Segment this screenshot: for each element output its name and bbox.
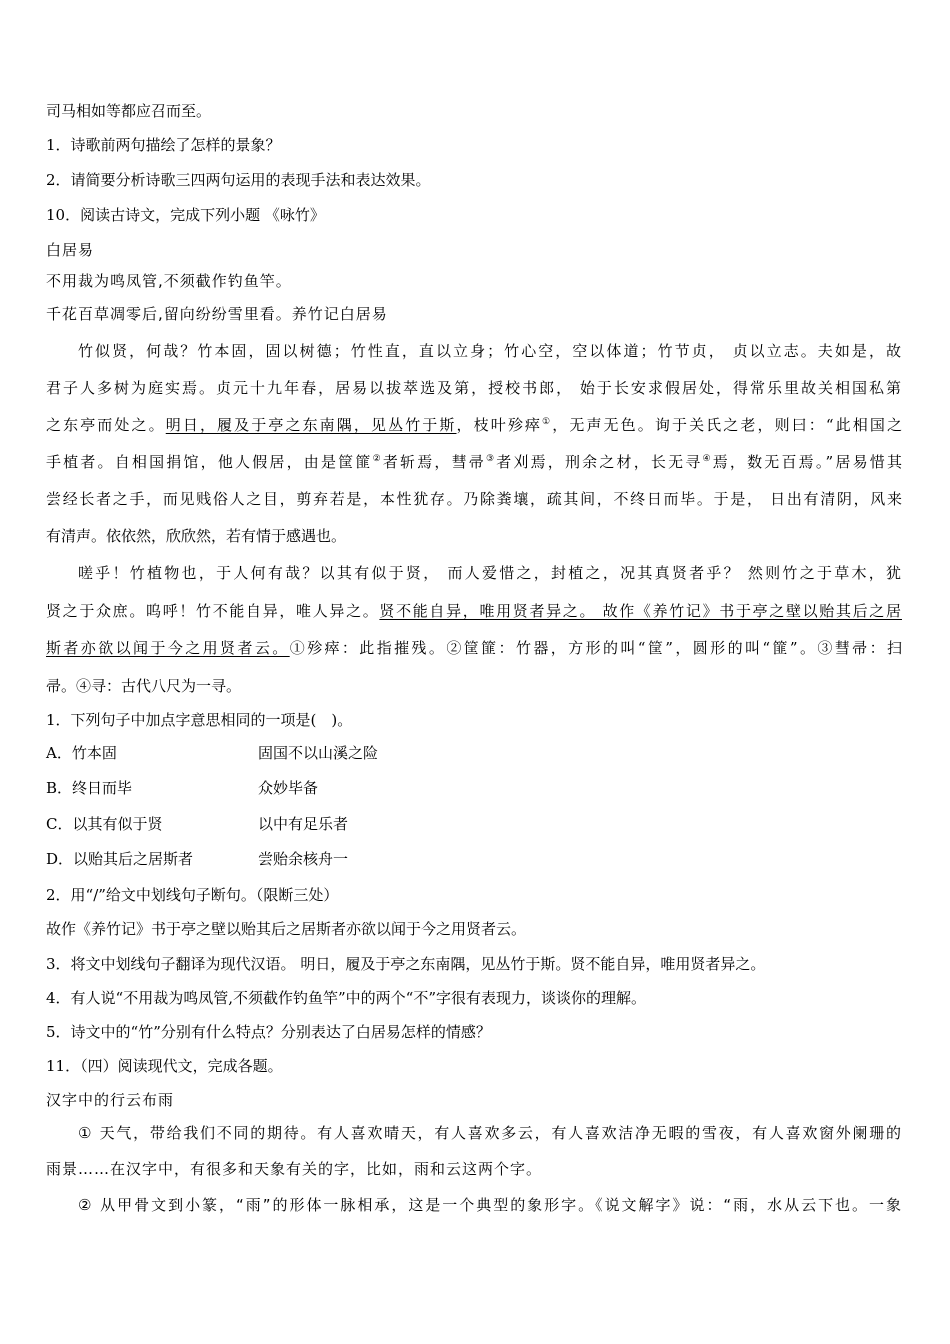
passage-text: ，无声无色。询于关氏之老，则曰：“此相国之: [552, 416, 902, 434]
article-line: 雨景……在汉字中，有很多和天象有关的字，比如，雨和云这两个字。: [46, 1160, 543, 1178]
option-d-right: 尝贻余核舟一: [258, 850, 349, 868]
passage-line: [46, 637, 902, 659]
question-3: 3．将文中划线句子翻译为现代汉语。 明日，履及于亭之东南隅，见丛竹于斯。贤不能自异，唯用贤者异之。: [46, 955, 766, 973]
underlined-sentence: 斯者亦欲以闻于今之用贤者云。: [46, 639, 290, 657]
passage-line: 有清声。依依然，欣欣然，若有情于感遇也。: [46, 527, 347, 545]
footnote-marker: ③: [485, 454, 497, 464]
text-line: 司马相如等都应召而至。: [46, 102, 212, 120]
option-b-left: B．终日而毕: [46, 779, 133, 797]
section-11-heading: 11．（四）阅读现代文，完成各题。: [46, 1057, 283, 1075]
passage-line: 君子人多树为庭实焉。贞元十九年春，居易以拔萃选及第，授校书郎， 始于长安求假居处，得常乐里故关相国私第: [46, 379, 902, 397]
section-10-heading: 10．阅读古诗文，完成下列小题 《咏竹》: [46, 206, 325, 224]
article-title: 汉字中的行云布雨: [46, 1091, 175, 1109]
question-5: 5．诗文中的“竹”分别有什么特点？分别表达了白居易怎样的情感？: [46, 1023, 491, 1041]
option-b-right: 众妙毕备: [258, 779, 319, 797]
option-c-left: C．以其有似于贤: [46, 815, 163, 833]
passage-line: [46, 451, 902, 473]
passage-text: ，枝叶殄瘁: [456, 416, 543, 434]
question-1: 1．诗歌前两句描绘了怎样的景象？: [46, 136, 281, 154]
option-a-left: A．竹本固: [46, 744, 117, 762]
passage-text: 之东亭而处之。: [46, 416, 166, 434]
underlined-sentence: 明日，履及于亭之东南隅，见丛竹于斯: [165, 416, 457, 434]
footnotes: 帚。④寻：古代八尺为一寻。: [46, 677, 242, 695]
poem-author: 白居易: [46, 241, 95, 259]
footnote-marker: ④: [702, 454, 713, 464]
question-2: 2．请简要分析诗歌三四两句运用的表现手法和表达效果。: [46, 171, 431, 189]
passage-text: 者斩焉，彗帚: [382, 453, 486, 471]
footnotes: ①殄瘁：此指摧残。②筐篚：竹器，方形的叫“筐”，圆形的叫“篚”。③彗帚：扫: [289, 639, 902, 657]
passage-text: 者刈焉，刑余之材，长无寻: [496, 453, 703, 471]
option-d-left: D．以贻其后之居斯者: [46, 850, 194, 868]
article-line: ① 天气，带给我们不同的期待。有人喜欢晴天，有人喜欢多云，有人喜欢洁净无暇的雪夜，有人喜欢窗外阑珊的: [78, 1124, 902, 1142]
article-line: ② 从甲骨文到小篆，“雨”的形体一脉相承，这是一个典型的象形字。《说文解字》说：“雨，水从云下也。一象: [78, 1196, 902, 1214]
passage-line: [46, 600, 902, 622]
poem-line-2: 千花百草凋零后,留向纷纷雪里看。养竹记白居易: [46, 305, 388, 323]
passage-line: 竹似贤，何哉？竹本固，固以树德；竹性直，直以立身；竹心空，空以体道；竹节贞， 贞以立志。夫如是，故: [78, 342, 902, 360]
footnote-marker: ②: [372, 454, 383, 464]
passage-line: [46, 414, 902, 436]
underlined-sentence: 贤不能自异，唯用贤者异之。 故作《养竹记》书于亭之壁以贻其后之居: [379, 602, 902, 620]
passage-line: 尝经长者之手，而见贱俗人之目，剪弃若是，本性犹存。乃除粪壤，疏其间，不终日而毕。于是， 日出有清阴，风来: [46, 490, 902, 508]
passage-text: 贤之于众庶。呜呼！竹不能自异，唯人异之。: [46, 602, 380, 620]
footnote-marker: ①: [542, 417, 553, 427]
poem-line-1: 不用裁为鸣凤管,不须截作钓鱼竿。: [46, 272, 292, 290]
option-a-right: 固国不以山溪之险: [258, 744, 379, 762]
question-2: 2．用“/”给文中划线句子断句。（限断三处）: [46, 886, 339, 904]
passage-text: 手植者。自相国捐馆，他人假居，由是筐篚: [46, 453, 373, 471]
question-4: 4．有人说“不用裁为鸣凤管,不须截作钓鱼竿”中的两个“不”字很有表现力，谈谈你的理解。: [46, 989, 646, 1007]
question-2-sentence: 故作《养竹记》书于亭之壁以贻其后之居斯者亦欲以闻于今之用贤者云。: [46, 920, 527, 938]
question-1: 1．下列句子中加点字意思相同的一项是( )。: [46, 711, 353, 729]
passage-line: 嗟乎！竹植物也，于人何有哉？以其有似于贤， 而人爱惜之，封植之，况其真贤者乎？ 然则竹之于草木，犹: [78, 564, 902, 582]
passage-text: 焉，数无百焉。”居易惜其: [712, 453, 902, 471]
option-c-right: 以中有足乐者: [258, 815, 349, 833]
